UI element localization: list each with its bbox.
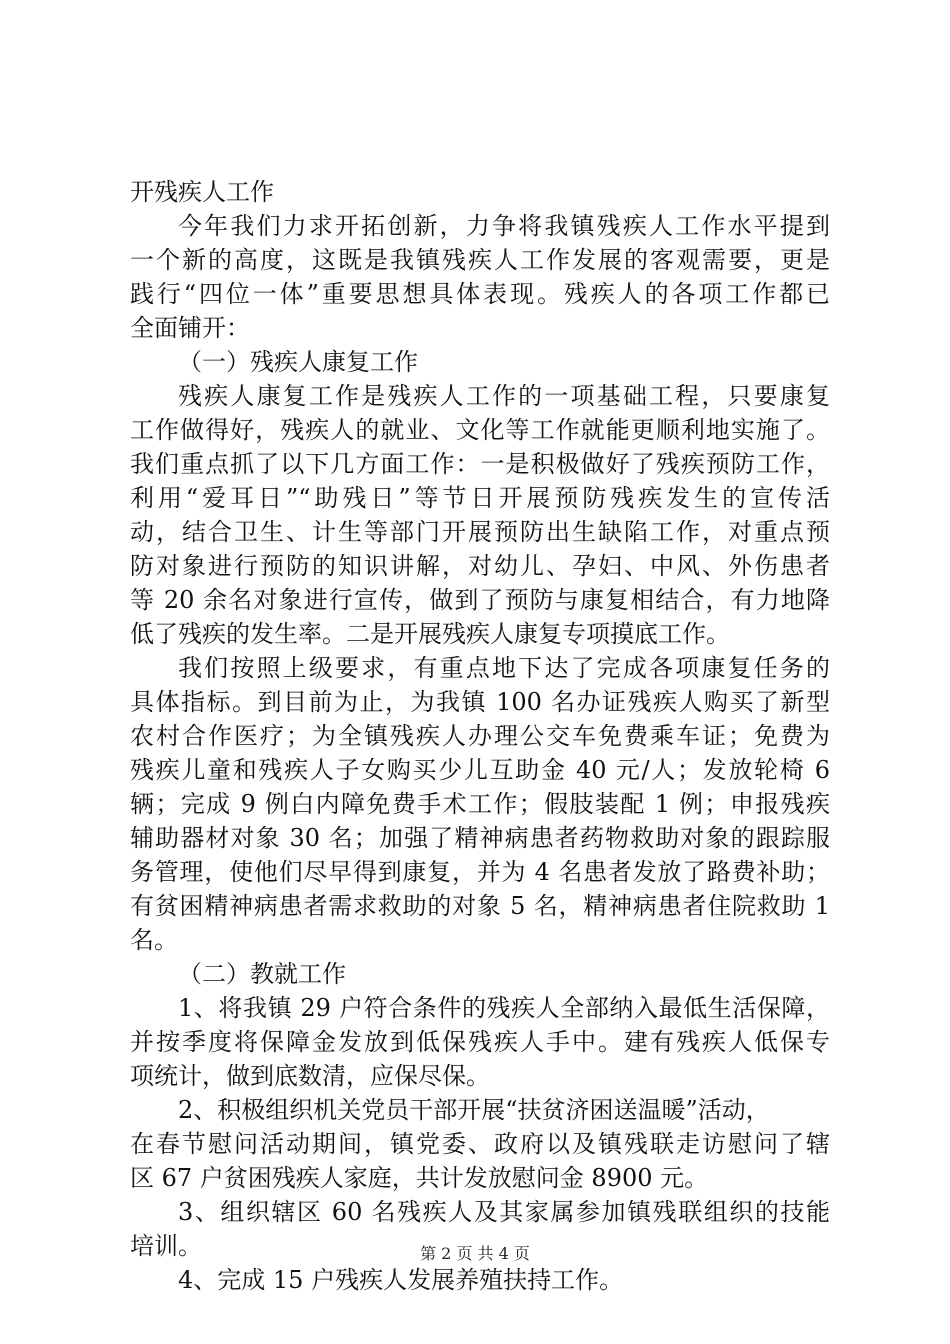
text-line: 区 67 户贫困残疾人家庭，共计发放慰问金 8900 元。 (130, 1164, 709, 1192)
text-line: 农村合作医疗；为全镇残疾人办理公交车免费乘车证；免费为 (130, 722, 830, 750)
text-line: 一个新的高度，这既是我镇残疾人工作发展的客观需要，更是 (130, 246, 830, 274)
text-line: 2、积极组织机关党员干部开展“扶贫济困送温暖”活动， (178, 1096, 770, 1124)
text-line: 等 20 余名对象进行宣传，做到了预防与康复相结合，有力地降 (130, 586, 830, 614)
text-line: 开残疾人工作 (130, 178, 274, 206)
text-line: 辅助器材对象 30 名；加强了精神病患者药物救助对象的跟踪服 (130, 824, 830, 852)
text-line: （二）教就工作 (178, 960, 346, 988)
text-line: 残疾人康复工作是残疾人工作的一项基础工程，只要康复 (178, 382, 830, 410)
text-line: 全面铺开： (130, 314, 250, 342)
text-line: （一）残疾人康复工作 (178, 348, 418, 376)
text-line: 并按季度将保障金发放到低保残疾人手中。建有残疾人低保专 (130, 1028, 830, 1056)
text-line: 我们重点抓了以下几方面工作：一是积极做好了残疾预防工作， (130, 450, 830, 478)
text-line: 工作做得好，残疾人的就业、文化等工作就能更顺利地实施了。 (130, 416, 830, 444)
text-line: 辆；完成 9 例白内障免费手术工作；假肢装配 1 例；申报残疾 (130, 790, 830, 818)
text-line: 今年我们力求开拓创新，力争将我镇残疾人工作水平提到 (178, 212, 830, 240)
text-line: 务管理，使他们尽早得到康复，并为 4 名患者发放了路费补助； (130, 858, 830, 886)
text-line: 残疾儿童和残疾人子女购买少儿互助金 40 元/人；发放轮椅 6 (130, 756, 830, 784)
text-line: 防对象进行预防的知识讲解，对幼儿、孕妇、中风、外伤患者 (130, 552, 830, 580)
text-line: 3、组织辖区 60 名残疾人及其家属参加镇残联组织的技能 (178, 1198, 830, 1226)
text-line: 名。 (130, 926, 178, 954)
text-line: 利用“爱耳日”“助残日”等节日开展预防残疾发生的宣传活 (130, 484, 830, 512)
text-line: 具体指标。到目前为止，为我镇 100 名办证残疾人购买了新型 (130, 688, 830, 716)
document-body (130, 175, 830, 1297)
text-line: 在春节慰问活动期间，镇党委、政府以及镇残联走访慰问了辖 (130, 1130, 830, 1158)
text-line: 培训。 (130, 1232, 202, 1260)
text-line: 有贫困精神病患者需求救助的对象 5 名，精神病患者住院救助 1 (130, 892, 830, 920)
text-line: 我们按照上级要求，有重点地下达了完成各项康复任务的 (178, 654, 830, 682)
text-line: 动，结合卫生、计生等部门开展预防出生缺陷工作，对重点预 (130, 518, 830, 546)
text-line: 4、完成 15 户残疾人发展养殖扶持工作。 (178, 1266, 624, 1294)
text-line: 践行“四位一体”重要思想具体表现。残疾人的各项工作都已 (130, 280, 830, 308)
text-line: 项统计，做到底数清，应保尽保。 (130, 1062, 490, 1090)
page-footer: 第 2 页 共 4 页 (420, 1244, 530, 1263)
text-line: 低了残疾的发生率。二是开展残疾人康复专项摸底工作。 (130, 620, 730, 648)
text-line: 1、将我镇 29 户符合条件的残疾人全部纳入最低生活保障， (178, 994, 830, 1022)
